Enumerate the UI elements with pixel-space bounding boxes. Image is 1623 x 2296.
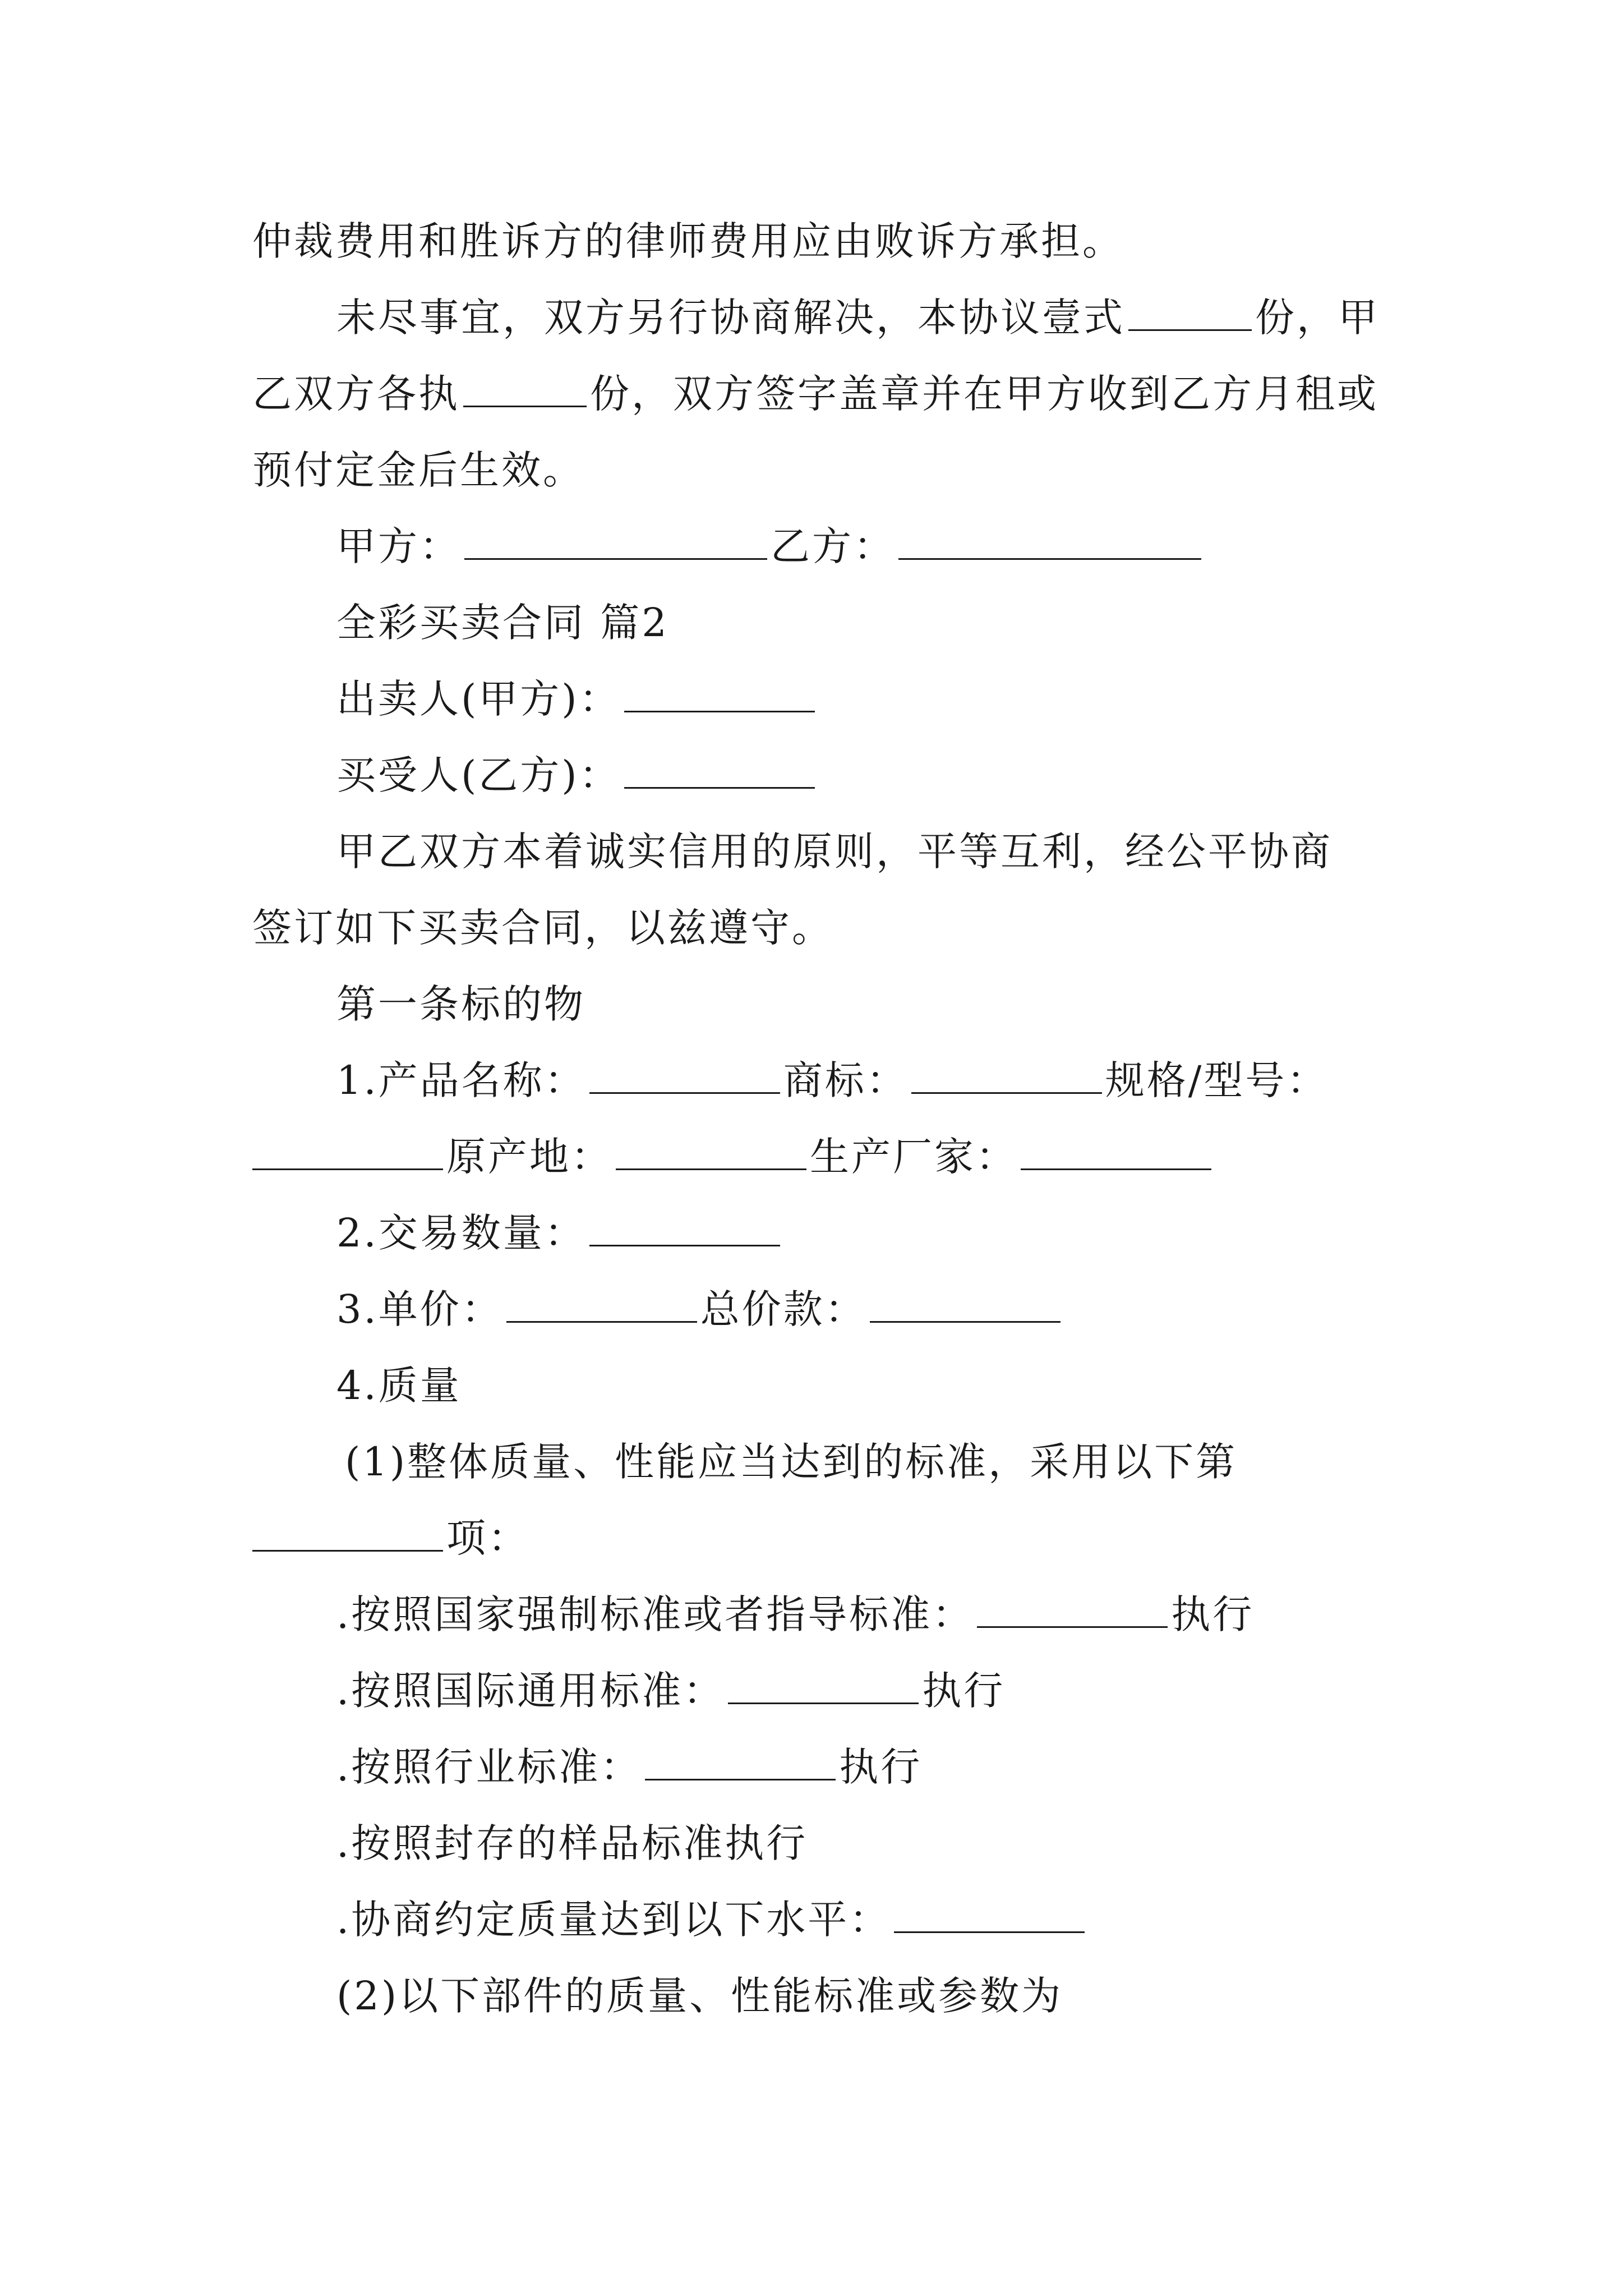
text-run: 仲裁费用和胜诉方的律师费用应由败诉方承担。 xyxy=(252,218,1124,264)
text-run: 原产地： xyxy=(446,1134,612,1180)
fill-blank xyxy=(728,1669,919,1704)
text-run: 份，双方签字盖章并在甲方收到乙方月租或 xyxy=(590,371,1378,417)
paragraph-line xyxy=(336,672,1385,726)
fill-blank xyxy=(645,1745,836,1780)
seller-label: 出卖人(甲方)： xyxy=(336,676,621,722)
paragraph-line xyxy=(336,1969,1385,2023)
text-run: .按照行业标准： xyxy=(336,1744,642,1790)
text-run: 3.单价： xyxy=(336,1286,503,1332)
fill-blank xyxy=(589,1059,780,1094)
text-run: .按照国际通用标准： xyxy=(336,1668,725,1714)
text-run: 预付定金后生效。 xyxy=(252,447,584,493)
paragraph-line xyxy=(252,1511,1385,1565)
text-run: 4.质量 xyxy=(336,1363,462,1409)
text-run: 1.产品名称： xyxy=(336,1057,586,1103)
fill-blank xyxy=(1128,296,1252,331)
text-run: 乙双方各执 xyxy=(252,371,460,417)
text-run: 2.交易数量： xyxy=(336,1210,586,1256)
paragraph-line xyxy=(345,1435,1385,1489)
list-item xyxy=(336,1893,1385,1947)
fill-blank xyxy=(616,1135,806,1170)
fill-blank xyxy=(977,1593,1168,1628)
paragraph-line xyxy=(336,1282,1385,1336)
text-run: 甲乙双方本着诚实信用的原则，平等互利，经公平协商 xyxy=(336,829,1332,875)
fill-blank xyxy=(894,1898,1085,1933)
paragraph-line xyxy=(252,214,1385,268)
party-a-label: 甲方： xyxy=(336,523,461,569)
paragraph-line xyxy=(252,1130,1385,1184)
paragraph-line xyxy=(252,443,1385,497)
text-run: .按照封存的样品标准执行 xyxy=(336,1820,808,1866)
article-heading xyxy=(336,977,1385,1031)
fill-blank xyxy=(463,372,587,407)
text-run: 项： xyxy=(446,1515,529,1561)
paragraph-line xyxy=(336,1359,1385,1412)
fill-blank xyxy=(1021,1135,1211,1170)
paragraph-line xyxy=(336,1206,1385,1260)
text-run: .按照国家强制标准或者指导标准： xyxy=(336,1591,974,1637)
buyer-label: 买受人(乙方)： xyxy=(336,752,621,798)
paragraph-line xyxy=(336,291,1385,344)
fill-blank xyxy=(252,1516,443,1552)
paragraph-line xyxy=(252,901,1385,955)
text-run: 份，甲 xyxy=(1255,295,1380,341)
text-run: 总价款： xyxy=(700,1286,866,1332)
fill-blank xyxy=(870,1287,1061,1323)
signature-line xyxy=(336,519,1385,573)
text-run: 生产厂家： xyxy=(810,1134,1017,1180)
text-run: 执行 xyxy=(1171,1591,1255,1637)
text-run: 规格/型号： xyxy=(1105,1057,1329,1103)
fill-blank xyxy=(624,753,815,789)
party-b-label: 乙方： xyxy=(771,523,895,569)
fill-blank xyxy=(506,1287,697,1323)
text-run: 执行 xyxy=(922,1668,1006,1714)
fill-blank xyxy=(589,1211,780,1246)
paragraph-line xyxy=(336,748,1385,802)
paragraph-line xyxy=(252,367,1385,421)
heading-text: 全彩买卖合同 篇2 xyxy=(336,600,669,646)
text-run: 第一条标的物 xyxy=(336,981,585,1027)
list-item xyxy=(336,1740,1385,1794)
text-run: .协商约定质量达到以下水平： xyxy=(336,1897,891,1943)
fill-blank xyxy=(898,524,1201,560)
list-item xyxy=(336,1816,1385,1870)
fill-blank xyxy=(911,1059,1102,1094)
list-item xyxy=(336,1664,1385,1718)
text-run: 未尽事宜，双方另行协商解决，本协议壹式 xyxy=(336,295,1125,341)
section-heading xyxy=(336,596,1385,650)
text-run: 执行 xyxy=(839,1744,923,1790)
fill-blank xyxy=(464,524,767,560)
paragraph-line xyxy=(336,1053,1385,1107)
list-item xyxy=(336,1588,1385,1641)
text-run: (1)整体质量、性能应当达到的标准，采用以下第 xyxy=(345,1439,1238,1485)
text-run: (2)以下部件的质量、性能标准或参数为 xyxy=(336,1973,1063,2019)
text-run: 签订如下买卖合同，以兹遵守。 xyxy=(252,905,833,951)
text-run: 商标： xyxy=(783,1057,908,1103)
paragraph-line xyxy=(336,825,1385,878)
fill-blank xyxy=(252,1135,443,1170)
fill-blank xyxy=(624,677,815,712)
